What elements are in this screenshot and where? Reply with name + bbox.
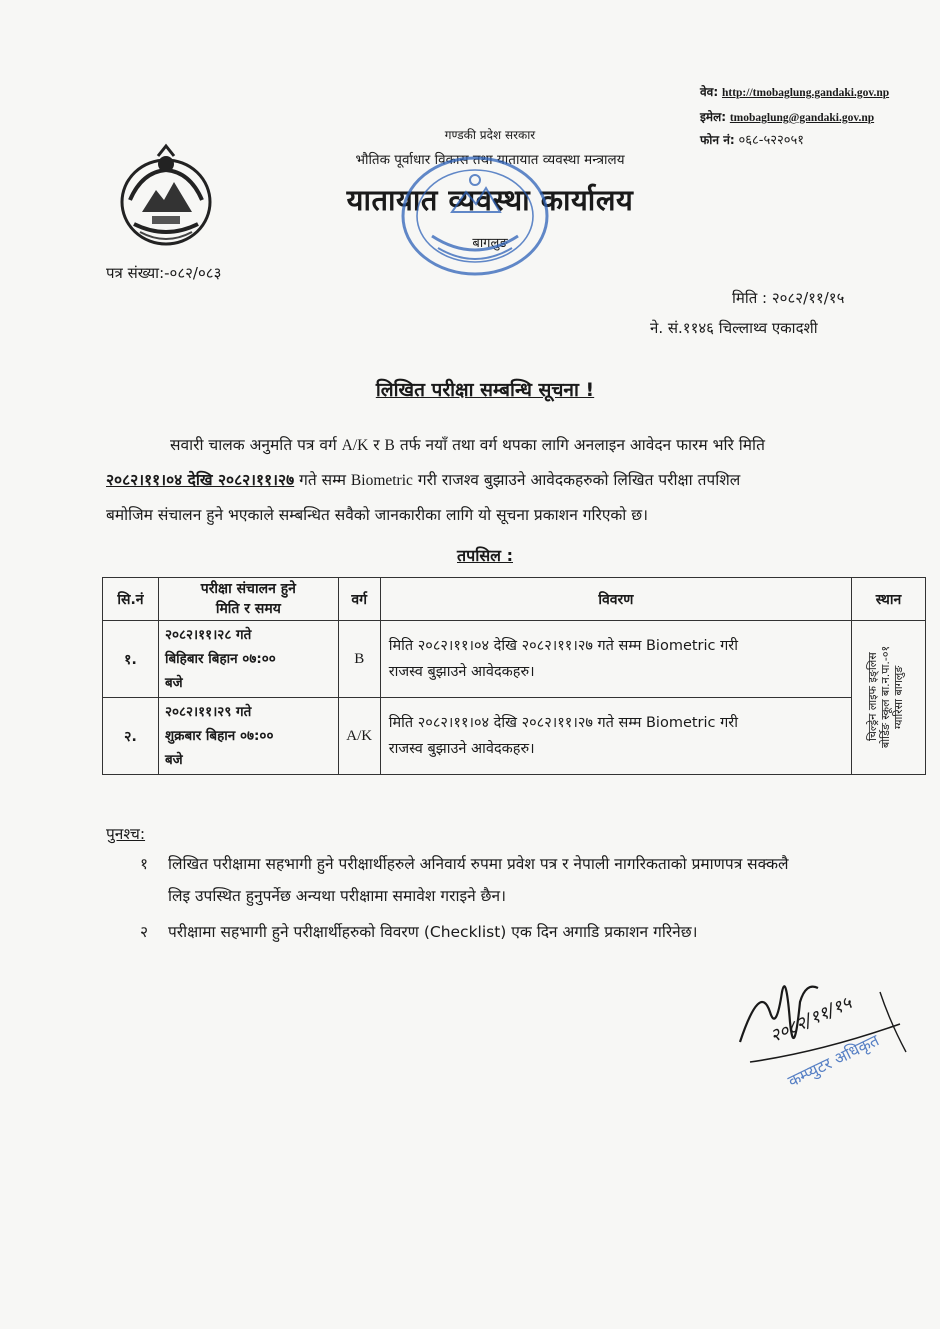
row-detail-line1: मिति २०८२।११।०४ देखि २०८२।११।२७ गते सम्म Biometric गरी [388,715,738,731]
header-datetime-line1: परीक्षा संचालन हुने [200,581,296,597]
para-text: गरी राजश्व बुझाउने आवेदकहरुको लिखित परीक्षा तपशिल [412,471,741,489]
nepal-sambat-date: ने. सं.११४६ चिल्लाथ्व एकादशी [650,319,818,337]
row-detail-line2: राजस्व बुझाउने आवेदकहरु। [388,664,535,680]
header-venue: स्थान [852,578,926,621]
schedule-heading [400,544,570,566]
web-link[interactable]: http://tmobaglung.gandaki.gov.np [721,87,890,99]
para-biometric: Biometric [350,472,413,489]
postscript-label [106,822,145,844]
postscript-label-text: पुनश्च: [106,825,146,843]
nepal-emblem-icon [112,142,220,250]
signature-date: २०८२/११/१५ [766,992,855,1048]
paragraph-line-1 [106,428,884,463]
row-datetime [158,621,338,698]
row-sn: १. [103,621,159,698]
office-location: बागलुङ [472,236,508,251]
item-text: लिखित परीक्षामा सहभागी हुने परीक्षार्थीहरुले अनिवार्य रुपमा प्रवेश पत्र र नेपाली नागरिकताको प्रमाणपत्र सक्कलै [168,855,789,873]
schedule-table [102,577,926,775]
signatory-title: कम्प्युटर अधिकृत [784,1030,883,1091]
table-row [103,698,926,775]
postscript-item-1-line1 [140,848,900,880]
header-datetime [158,578,338,621]
contact-phone [700,134,804,147]
header-class: वर्ग [338,578,380,621]
postscript-item-2 [140,918,900,946]
header-details: विवरण [380,578,851,621]
item-number: २ [140,923,149,941]
row-date: २०८२।११।२९ गते [164,704,252,720]
postscript-item-1-line2: लिइ उपस्थित हुनुपर्नेछ अन्यथा परीक्षामा समावेश गराइने छैन। [168,887,506,905]
para-text: र [368,436,385,454]
notice-title-text: लिखित परीक्षा सम्बन्धि सूचना ! [375,379,595,401]
contact-email [700,111,874,125]
para-class-ak: A/K [341,437,369,454]
row-sn: २. [103,698,159,775]
para-text: तर्फ नयाँ तथा वर्ग थपका लागि अनलाइन आवेदन फारम भरि मिति [394,436,765,454]
para-text: सवारी चालक अनुमति पत्र वर्ग [170,436,342,454]
row-detail-line1: मिति २०८२।११।०४ देखि २०८२।११।२७ गते सम्म Biometric गरी [388,638,738,654]
para-date-range: २०८२।११।०४ देखि २०८२।११।२७ [106,471,295,489]
schedule-heading-text: तपसिल : [457,546,513,565]
table-row [103,621,926,698]
paragraph-line-2 [106,463,884,498]
phone-label: फोन नं: [700,133,735,147]
paragraph-line-3: बमोजिम संचालन हुने भएकाले सम्बन्धित सवैको जानकारीका लागि यो सूचना प्रकाशन गरिएको छ। [106,506,648,524]
row-details [380,698,851,775]
office-title: यातायात व्यवस्था कार्यालय [346,183,634,217]
venue-line1: चिल्ड्रेन लाइफ इङ्लिस [866,652,880,742]
email-link[interactable]: tmobaglung@gandaki.gov.np [729,112,875,124]
office-stamp-icon [392,152,558,280]
row-class: B [338,621,380,698]
row-time: शुक्रबार बिहान ०७:०० [164,728,274,744]
para-class-b: B [384,437,395,454]
row-datetime [158,698,338,775]
table-header-row [103,578,926,621]
header-datetime-line2: मिति र समय [215,601,281,617]
letter-number: पत्र संख्या:-०८२/०८३ [106,264,222,282]
item-text: परीक्षामा सहभागी हुने परीक्षार्थीहरुको विवरण (Checklist) एक दिन अगाडि प्रकाशन गरिनेछ। [168,923,698,941]
row-time-tail: बजे [164,752,183,768]
row-detail-line2: राजस्व बुझाउने आवेदकहरु। [388,741,535,757]
issue-date: मिति : २०८२/११/१५ [732,289,845,307]
row-time-tail: बजे [164,675,183,691]
row-time: बिहिबार बिहान ०७:०० [164,651,276,667]
venue-line3: ग्यारिसा बागलुङ [892,665,906,729]
notice-title [300,376,670,402]
row-class: A/K [338,698,380,775]
email-label: इमेल: [700,110,727,124]
row-details [380,621,851,698]
para-text: गते सम्म [294,471,351,489]
notice-paragraph [106,428,884,532]
postscript-item-1 [140,848,900,912]
header-sn: सि.नं [103,578,159,621]
row-date: २०८२।११।२८ गते [164,627,252,643]
venue-cell [852,621,926,775]
ministry-name: भौतिक पूर्वाधार विकास तथा यातायात व्यवस्था मन्त्रालय [355,152,625,168]
phone-value: ०६८-५२२०५१ [738,133,805,148]
venue-text [866,631,905,763]
web-label: वेव: [700,85,719,99]
province-government: गण्डकी प्रदेश सरकार [444,128,536,142]
contact-web [700,86,889,100]
venue-line2: बोर्डिङ स्कूल बा.न.पा.-०१ [879,645,893,749]
item-number: १ [140,855,149,873]
